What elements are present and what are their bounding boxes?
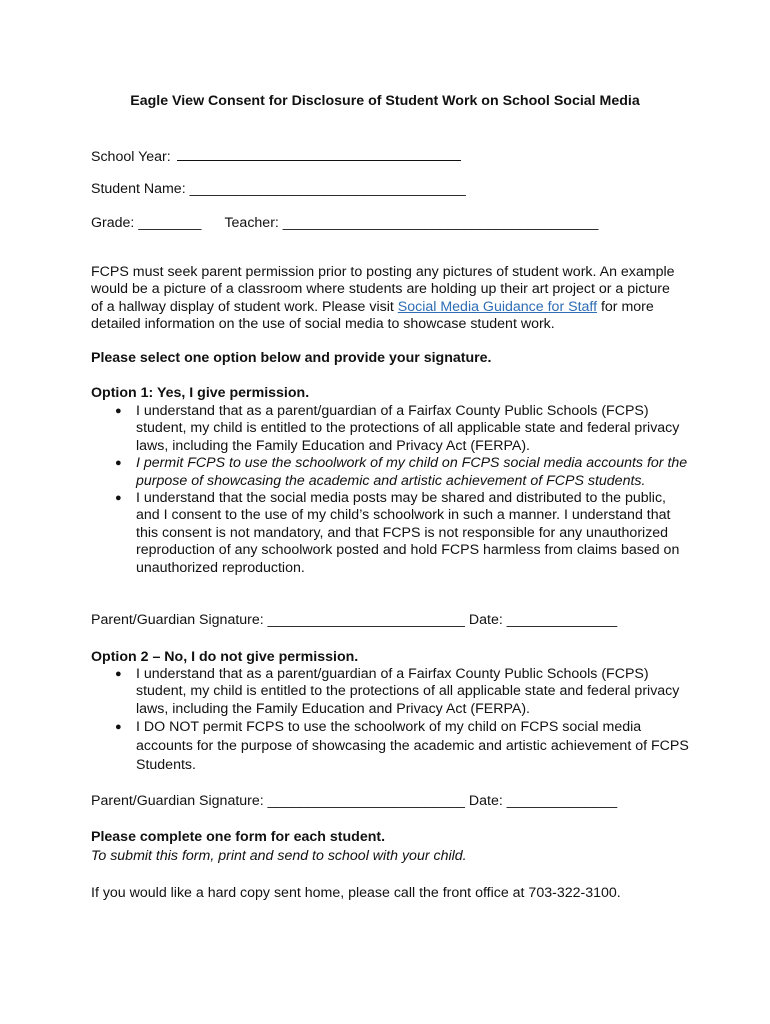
bullet-icon: ●: [115, 457, 122, 470]
intro-text-end: for more detailed information on the use of social media to showcase student work.: [91, 298, 654, 333]
complete-note: Please complete one form for each student.: [91, 829, 386, 845]
option1-bullet: ● I understand that as a parent/guardian of a Fairfax County Public Schools (FCPS) student, my child is entitled to the protections of all applicable state and federal privacy laws, including the Family Education and Privacy Act (FERPA).: [115, 403, 680, 454]
intro-paragraph: [91, 264, 681, 334]
intro-text: FCPS must seek parent permission prior to posting any pictures of student work. An example would be a picture of a classroom where students are holding up their art project or a picture of a hallway display of student work. Please visit: [91, 264, 675, 315]
bullet-icon: ●: [115, 405, 122, 417]
option2-bullets: [91, 666, 691, 775]
option1-signature-line: Parent/Guardian Signature: _________________________ Date: ______________: [91, 612, 618, 628]
grade-field: Grade: ________: [91, 215, 202, 231]
option1-bullet: ● I understand that the social media posts may be shared and distributed to the public, and I consent to the use of my child’s schoolwork in such a manner. I understand that this consent is not mandatory, and that FCPS is not responsible for any unauthorized reproduction of any schoolwork posted and hold FCPS harmless from claims based on unauthorized reproduction.: [115, 490, 680, 576]
bullet-icon: ●: [115, 492, 122, 505]
instruction-text: Please select one option below and provide your signature.: [91, 350, 492, 366]
submit-note: To submit this form, print and send to school with your child.: [91, 848, 467, 864]
social-media-guidance-link[interactable]: Social Media Guidance for Staff: [397, 298, 598, 315]
student-name-field: Student Name: ___________________________________: [91, 181, 466, 197]
bullet-icon: ●: [115, 721, 122, 734]
teacher-field: Teacher: ________________________________________: [224, 215, 599, 231]
bullet-icon: ●: [115, 668, 122, 680]
option1-heading: Option 1: Yes, I give permission.: [91, 385, 310, 401]
grade-teacher-row: [91, 215, 598, 231]
option2-heading: Option 2 – No, I do not give permission.: [91, 649, 359, 665]
hard-copy-note: If you would like a hard copy sent home, please call the front office at 703-322-3100.: [91, 885, 621, 901]
page-title: Eagle View Consent for Disclosure of Student Work on School Social Media: [130, 93, 640, 109]
option1-bullet: ● I permit FCPS to use the schoolwork of my child on FCPS social media accounts for the purpose of showcasing the academic and artistic achievement of FCPS students.: [115, 455, 688, 489]
school-year-field: [91, 146, 461, 165]
option2-bullet: ● I DO NOT permit FCPS to use the schoolwork of my child on FCPS social media accounts for the purpose of showcasing the academic and artistic achievement of FCPS Students.: [115, 719, 689, 774]
option1-bullets: [91, 403, 691, 577]
option2-signature-line: Parent/Guardian Signature: _________________________ Date: ______________: [91, 793, 618, 809]
option2-bullet: ● I understand that as a parent/guardian of a Fairfax County Public Schools (FCPS) student, my child is entitled to the protections of all applicable state and federal privacy laws, including the Family Education and Privacy Act (FERPA).: [115, 666, 680, 717]
school-year-label: School Year:: [91, 149, 171, 165]
school-year-blank: [177, 146, 461, 161]
